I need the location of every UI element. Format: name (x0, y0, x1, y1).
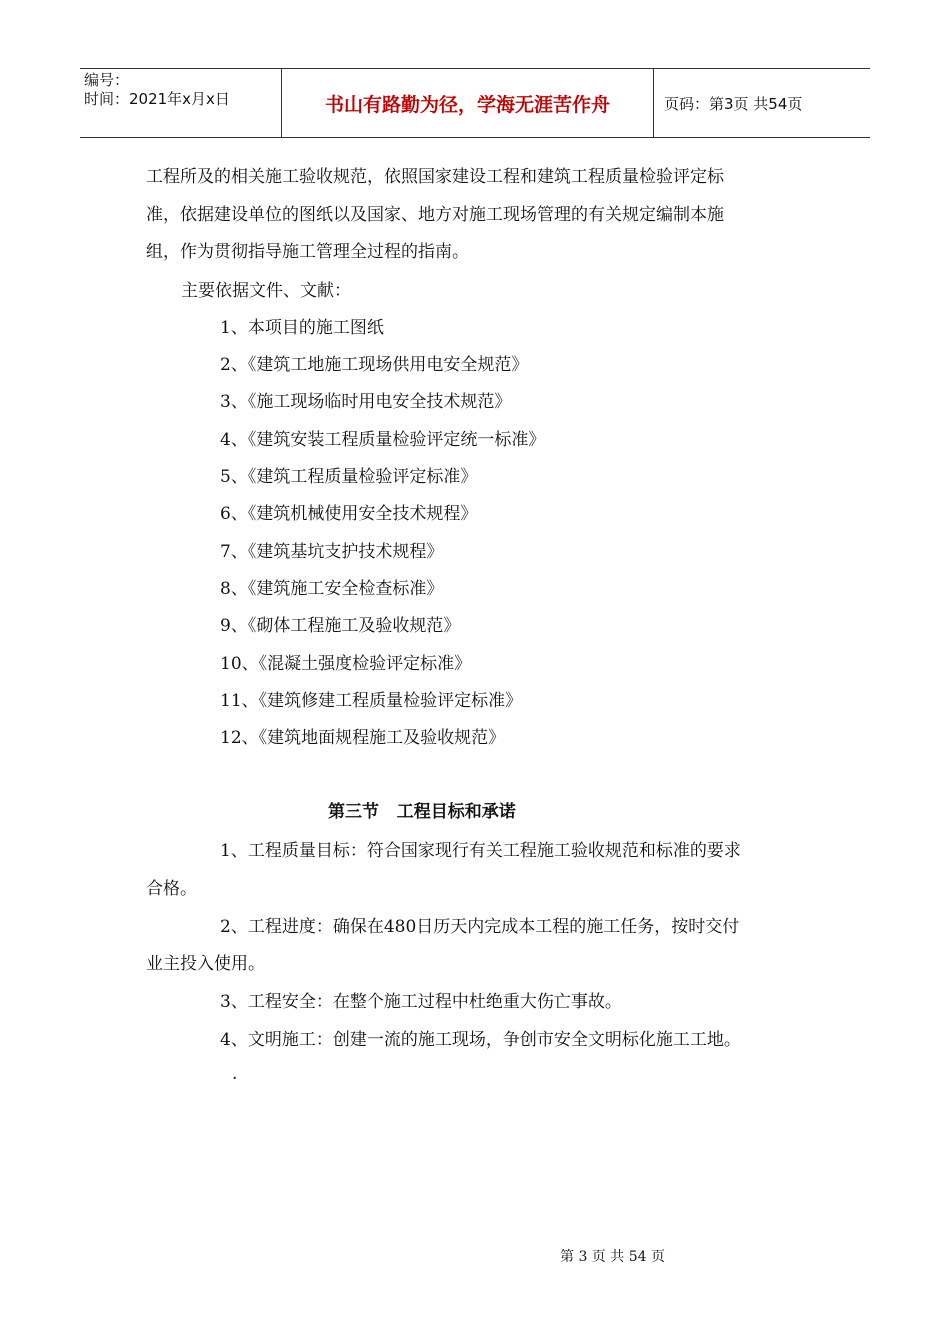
basis-item: 1、本项目的施工图纸 (220, 318, 384, 338)
goal-quality-cont: 合格。 (146, 879, 197, 899)
basis-item: 6、《建筑机械使用安全技术规程》 (220, 504, 478, 524)
number-label: 编号： (84, 71, 130, 89)
time-label: 时间：2021年x月x日 (84, 90, 230, 108)
basis-item: 12、《建筑地面规程施工及验收规范》 (220, 728, 506, 748)
basis-item: 3、《施工现场临时用电安全技术规范》 (220, 392, 512, 412)
goal-schedule: 2、工程进度：确保在480日历天内完成本工程的施工任务，按时交付 (220, 917, 740, 937)
page-header (80, 68, 870, 138)
intro-line-1: 工程所及的相关施工验收规范，依照国家建设工程和建筑工程质量检验评定标 (146, 167, 724, 187)
basis-item: 11、《建筑修建工程质量检验评定标准》 (220, 691, 523, 711)
goal-schedule-cont: 业主投入使用。 (146, 954, 265, 974)
goal-civilized: 4、文明施工：创建一流的施工现场，争创市安全文明标化施工工地。 (220, 1030, 741, 1050)
basis-title: 主要依据文件、文献： (181, 281, 351, 301)
basis-item: 7、《建筑基坑支护技术规程》 (220, 542, 444, 562)
basis-item: 4、《建筑安装工程质量检验评定统一标准》 (220, 430, 546, 450)
stray-dot: . (232, 1064, 238, 1084)
header-page-info: 页码：第3页 共54页 (664, 94, 803, 113)
intro-line-2: 准，依据建设单位的图纸以及国家、地方对施工现场管理的有关规定编制本施 (146, 205, 724, 225)
basis-item: 10、《混凝土强度检验评定标准》 (220, 654, 472, 674)
section-heading: 第三节 工程目标和承诺 (328, 802, 516, 822)
goal-safety: 3、工程安全：在整个施工过程中杜绝重大伤亡事故。 (220, 992, 622, 1012)
page-footer: 第 3 页 共 54 页 (560, 1249, 665, 1265)
basis-item: 9、《砌体工程施工及验收规范》 (220, 616, 461, 636)
header-meta (80, 69, 282, 137)
basis-item: 8、《建筑施工安全检查标准》 (220, 579, 444, 599)
basis-item: 5、《建筑工程质量检验评定标准》 (220, 467, 478, 487)
intro-line-3: 组，作为贯彻指导施工管理全过程的指南。 (146, 242, 469, 262)
basis-item: 2、《建筑工地施工现场供用电安全规范》 (220, 355, 529, 375)
header-motto: 书山有路勤为径，学海无涯苦作舟 (282, 69, 654, 137)
goal-quality: 1、工程质量目标：符合国家现行有关工程施工验收规范和标准的要求 (220, 841, 741, 861)
